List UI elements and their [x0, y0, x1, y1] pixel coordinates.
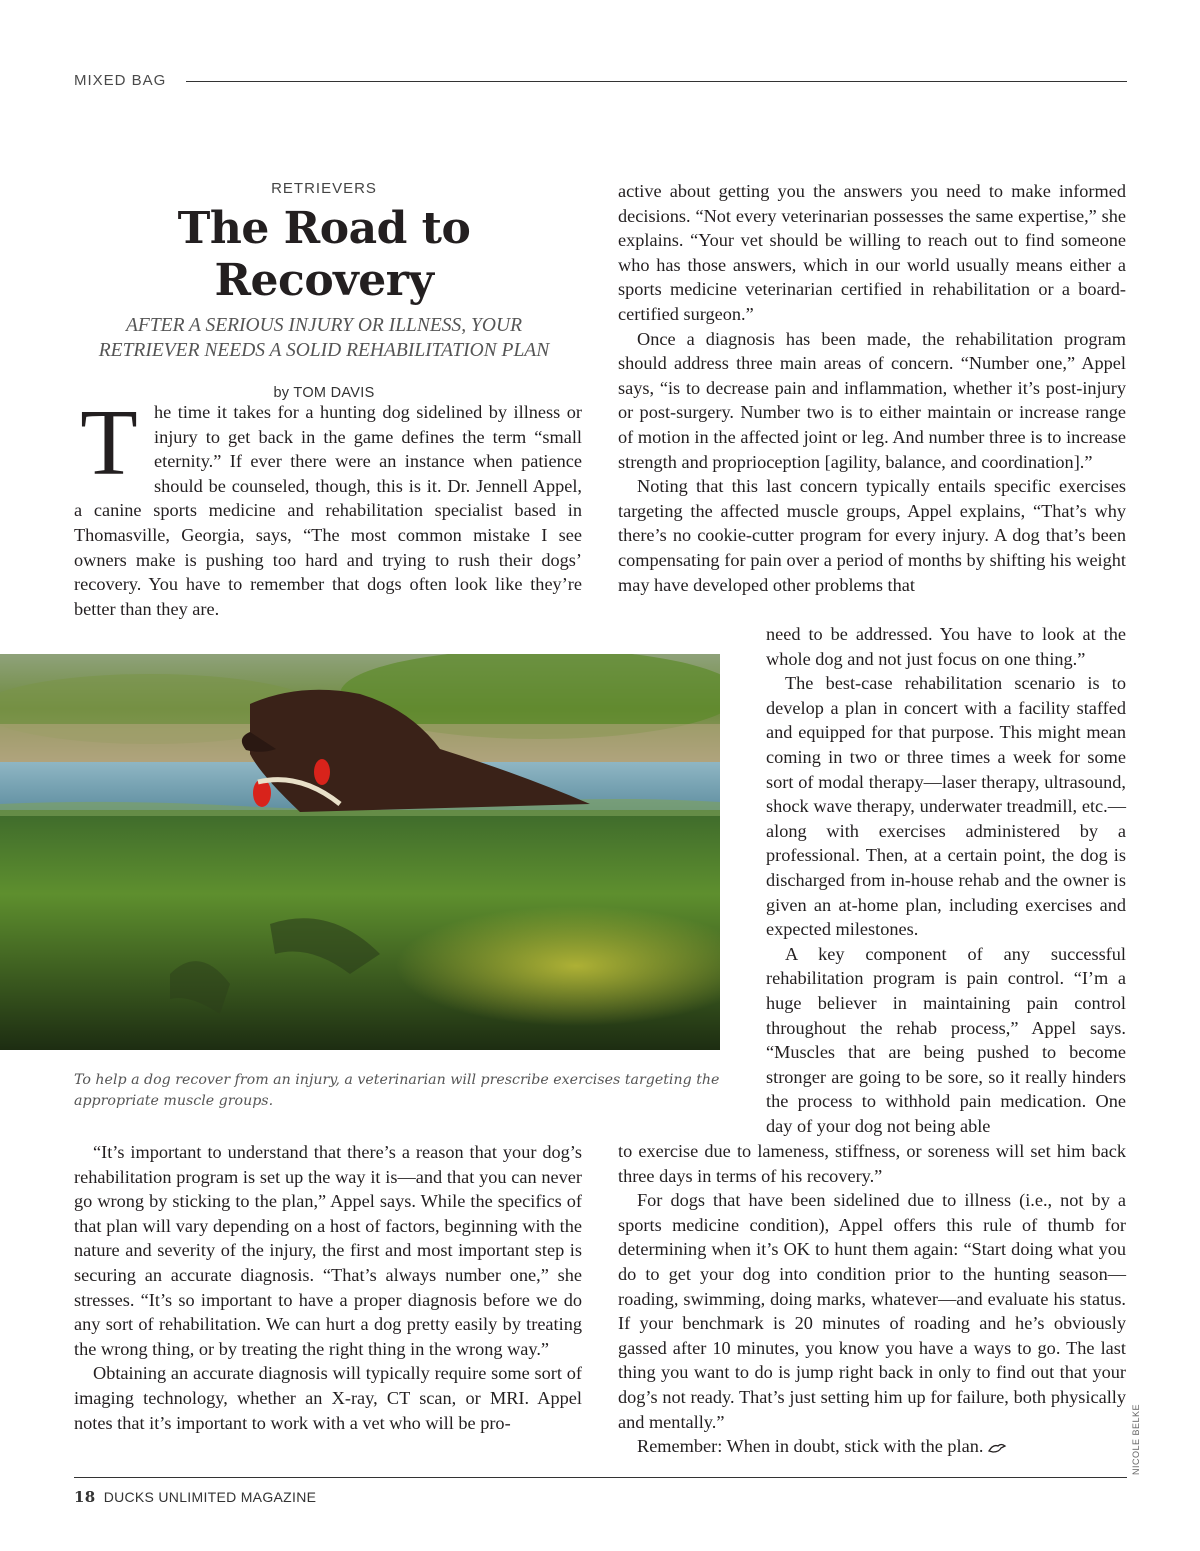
photo-credit: NICOLE BELKE: [1131, 1403, 1141, 1475]
dog-swimming-photo: [0, 654, 720, 1050]
publication-name: DUCKS UNLIMITED MAGAZINE: [103, 1489, 317, 1505]
paragraph: need to be addressed. You have to look at the whole dog and not just focus on one thing.”: [766, 624, 1126, 669]
paragraph: For dogs that have been sidelined due to illness (i.e., not by a sports medicine condition), Appel offers this rule of thumb for determining when it’s OK to hunt them again: “Start doing what you do to get your dog into condition prior to the hunting season—roading, swimming, doing marks, whatever—and evaluate his status. If your benchmark is 20 minutes of roading and he’s obviously gassed after 10 minutes, you know you have a ways to go. The last thing you want to do is jump right back in only to find out that your dog’s not ready. That’s just setting him up for failure, both physically and mentally.”: [618, 1190, 1126, 1432]
byline: by TOM DAVIS: [273, 385, 375, 401]
article-title: The Road to Recovery: [177, 203, 471, 306]
paragraph: to exercise due to lameness, stiffness, or soreness will set him back three days in terms of his recovery.”: [618, 1141, 1126, 1186]
page-footer: [74, 1488, 316, 1506]
photo-illustration: [0, 654, 720, 1050]
intro-text: he time it takes for a hunting dog sidelined by illness or injury to get back in the game defines the term “small eternity.” If ever there were an instance when patience should be counseled, though, this is it. Dr. Jennell Appel, a canine sports medicine and rehabilitation specialist based in Thomasville, Georgia, says, “The most common mistake I see owners make is pushing too hard and trying to rush their dogs’ recovery. You have to remember that dogs often look like they’re better than they are.: [74, 402, 582, 619]
paragraph: A key component of any successful rehabilitation program is pain control. “I’m a huge believer in maintaining pain control throughout the rehab process,” Appel says. “Muscles that are being pushed to become stronger are going to be sore, so it really hinders the process to withhold pain medication. One day of your dog not being able: [766, 943, 1126, 1136]
drop-cap: T: [80, 391, 138, 495]
article-deck: [74, 313, 574, 363]
duck-end-mark-icon: [987, 1442, 1007, 1454]
right-column-bottom: [618, 1139, 1126, 1459]
deck-line-2: RETRIEVER NEEDS A SOLID REHABILITATION PLAN: [98, 340, 550, 361]
photo-caption: To help a dog recover from an injury, a veterinarian will prescribe exercises targeting the appropriate muscle groups.: [74, 1072, 720, 1109]
page-number: 18: [74, 1488, 96, 1506]
paragraph: Obtaining an accurate diagnosis will typically require some sort of imaging technology, whether an X-ray, CT scan, or MRI. Appel notes that it’s important to work with a vet who will be pro-: [74, 1363, 582, 1433]
closing-text: Remember: When in doubt, stick with the plan.: [637, 1436, 984, 1457]
paragraph: Noting that this last concern typically entails specific exercises targeting the affected muscle groups, Appel explains, “That’s why there’s no cookie-cutter program for every injury. A dog that’s been compensating for pain over a period of months by shifting his weight may have developed other problems that: [618, 476, 1126, 595]
deck-line-1: AFTER A SERIOUS INJURY OR ILLNESS, YOUR: [126, 315, 522, 336]
closing-paragraph: [618, 1434, 1126, 1459]
section-label: MIXED BAG: [74, 72, 167, 89]
article-kicker: RETRIEVERS: [271, 180, 377, 197]
paragraph: “It’s important to understand that there’s a reason that your dog’s rehabilitation program is set up the way it is—and that you can never go wrong by sticking to the plan,” Appel says. While the specifics of that plan will vary depending on a host of factors, beginning with the nature and severity of the injury, the first and most important step is securing an accurate diagnosis. “That’s always number one,” she stresses. “It’s so important to have a proper diagnosis before we do any sort of rehabilitation. We can hurt a dog pretty easily by treating the wrong thing, or by treating the right thing in the wrong way.”: [74, 1142, 582, 1359]
paragraph: The best-case rehabilitation scenario is to develop a plan in concert with a facility staffed and equipped for that purpose. This might mean coming in two or three times a week for some sort of modal therapy—laser therapy, ultrasound, shock wave therapy, underwater treadmill, etc.—along with exercises administered by a professional. Then, at a certain point, the dog is discharged from in-house rehab and the owner is given an at-home plan, including exercises and expected milestones.: [766, 673, 1126, 940]
left-column-bottom: [74, 1140, 582, 1435]
top-divider: [186, 81, 1127, 82]
paragraph: Once a diagnosis has been made, the rehabilitation program should address three main areas of concern. “Number one,” Appel says, “is to decrease pain and inflammation, whether it’s post-injury or post-surgery. Number two is to either maintain or increase range of motion in the affected joint or leg. And number three is to increase strength and proprioception [agility, balance, and coordination].”: [618, 328, 1126, 472]
right-column-narrow: [766, 622, 1126, 1138]
paragraph: active about getting you the answers you need to make informed decisions. “Not every veterinarian possesses the same expertise,” she explains. “Your vet should be willing to reach out to find someone who has those answers, which in our world usually means either a sports medicine veterinarian certified in rehabilitation or a board-certified surgeon.”: [618, 181, 1126, 324]
bottom-divider: [74, 1477, 1127, 1478]
article-header: [74, 180, 574, 401]
right-column-top: [618, 179, 1126, 597]
